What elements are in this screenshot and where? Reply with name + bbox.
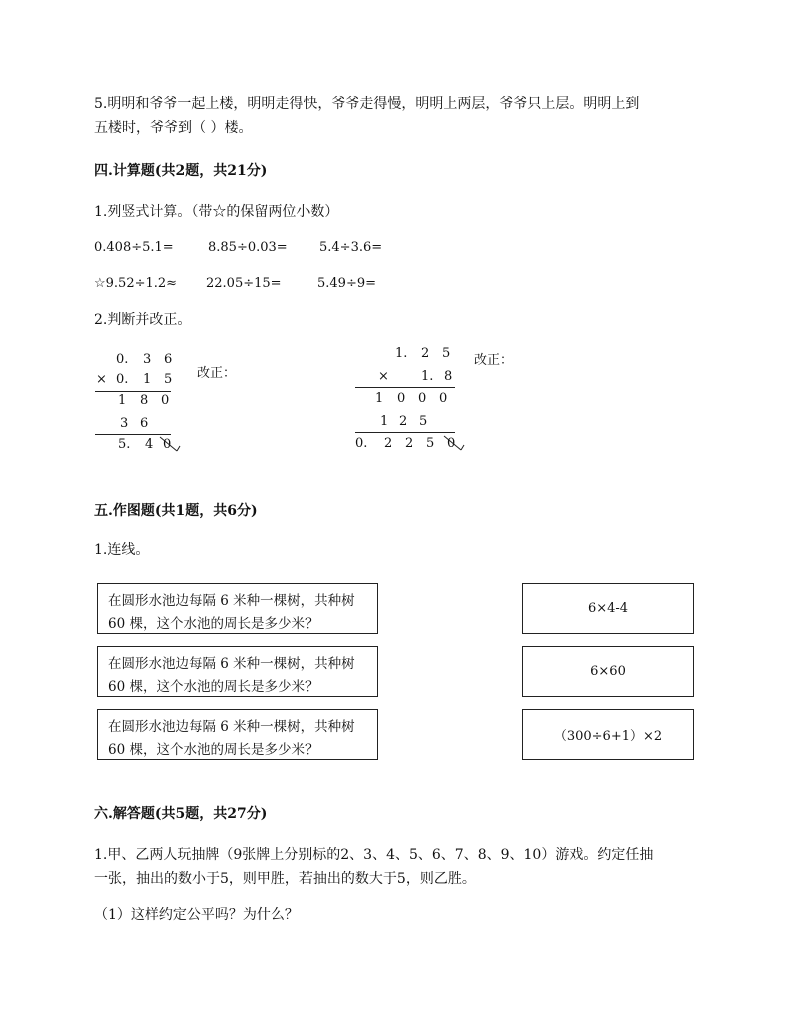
q5-line1: 5.明明和爷爷一起上楼，明明走得快，爷爷走得慢，明明上两层，爷爷只上层。明明上到 [94,96,640,112]
left-res-c: 0 [163,437,172,452]
right-r3-b: 0 [397,391,406,406]
s6-q1-sub1: （1）这样约定公平吗？为什么？ [94,907,299,923]
right-r4-c: 5 [419,414,428,429]
left-line-1 [95,391,171,392]
left-box-3[interactable]: 在圆形水池边每隔 6 米种一棵树，共种树 60 棵，这个水池的周长是多少米？ [97,709,378,760]
calc-2: 8.85÷0.03= [208,240,288,255]
connect-prompt: 1.连线。 [94,542,150,558]
right-r1-b: 2 [421,346,430,361]
judge-prompt: 2.判断并改正。 [94,312,192,328]
right-box-1[interactable]: 6×4-4 [522,583,694,634]
right-r1-a: 1. [395,346,408,361]
left-res-b: 4 [145,437,154,452]
left-r3-c: 0 [161,393,170,408]
right-r2-a: 1. [421,369,434,384]
left-r4-a: 3 [120,416,129,431]
right-r3-d: 0 [439,391,448,406]
right-r2-b: 8 [444,369,453,384]
q5-line2: 五楼时，爷爷到（ ）楼。 [94,120,253,136]
right-res-b: 2 [384,436,393,451]
left-strike-mark [158,435,182,455]
left-r2-b: 1 [143,372,152,387]
right-line-2 [355,432,455,433]
right-r3-c: 0 [418,391,427,406]
calc-6: 5.49÷9= [317,276,377,291]
calc-1: 0.408÷5.1= [94,240,174,255]
left-box-1[interactable]: 在圆形水池边每隔 6 米种一棵树，共种树 60 棵，这个水池的周长是多少米？ [97,583,378,634]
left-r3-b: 8 [140,393,149,408]
left-correct-label: 改正： [197,366,237,381]
left-r4-b: 6 [140,416,149,431]
s6-q1-line1: 1.甲、乙两人玩抽牌（9张牌上分别标的2、3、4、5、6、7、8、9、10）游戏。约定任抽 [94,847,654,863]
section6-title: 六.解答题(共5题，共27分) [94,806,268,822]
right-r4-a: 1 [380,414,389,429]
left-r3-a: 1 [118,393,127,408]
right-r4-b: 2 [399,414,408,429]
left-r1-b: 3 [143,352,152,367]
calc-5: 22.05÷15= [206,276,282,291]
right-box-2[interactable]: 6×60 [522,646,694,697]
right-strike-mark [442,434,466,454]
calc-3: 5.4÷3.6= [319,240,383,255]
left-box-2[interactable]: 在圆形水池边每隔 6 米种一棵树，共种树 60 棵，这个水池的周长是多少米？ [97,646,378,697]
calc-4: ☆9.52÷1.2≈ [94,276,178,291]
left-r2-a: 0. [116,372,129,387]
right-times: × [378,369,389,384]
right-res-d: 5 [426,436,435,451]
right-res-e: 0 [447,436,456,451]
calc-prompt: 1.列竖式计算。（带☆的保留两位小数） [94,204,339,220]
right-correct-label: 改正： [474,353,514,368]
s6-q1-line2: 一张，抽出的数小于5，则甲胜，若抽出的数大于5，则乙胜。 [94,871,476,887]
left-r2-c: 5 [164,372,173,387]
left-times: × [96,372,107,387]
left-res-a: 5. [118,437,131,452]
right-res-a: 0. [355,436,368,451]
section4-title: 四.计算题(共2题，共21分) [94,163,268,179]
section5-title: 五.作图题(共1题，共6分) [94,503,258,519]
left-r1-a: 0. [116,352,129,367]
right-r1-c: 5 [442,346,451,361]
right-line-1 [355,387,455,388]
left-r1-c: 6 [164,352,173,367]
right-box-3[interactable]: （300÷6+1）×2 [522,709,694,760]
right-r3-a: 1 [375,391,384,406]
right-res-c: 2 [405,436,414,451]
